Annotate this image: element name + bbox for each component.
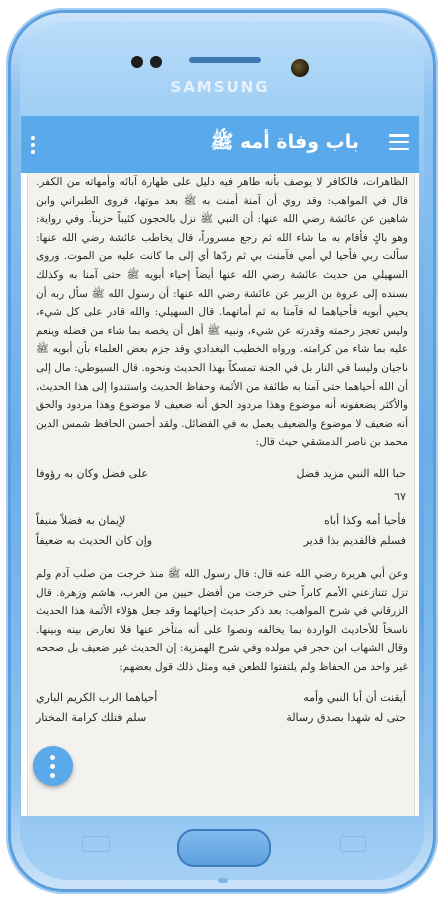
poem-block-3 <box>28 688 414 728</box>
menu-icon[interactable] <box>389 134 409 150</box>
bottom-speaker <box>218 878 228 883</box>
more-vert-icon[interactable] <box>31 136 37 156</box>
verse-hemistich: لإيمان به فضلاً منيفاً <box>36 513 126 527</box>
front-camera-icon <box>291 59 309 77</box>
verse-line <box>36 688 406 708</box>
recent-apps-key-icon[interactable] <box>340 836 366 852</box>
page-text-block-1 <box>28 173 414 452</box>
page-title: باب وفاة أمه ﷺ <box>210 131 359 153</box>
verse-hemistich: فأحيا أمه وكذا أباه <box>323 513 406 527</box>
hardware-nav-row <box>0 826 445 866</box>
verse-hemistich: أيقنت أن أبا النبي وأمه <box>303 691 406 705</box>
device-brand: SAMSUNG <box>170 78 270 96</box>
verse-hemistich: وإن كان الحديث به ضعيفاً <box>36 533 153 547</box>
verse-line <box>36 708 406 728</box>
verse-hemistich: أحياهما الرب الكريم الباري <box>36 691 158 705</box>
verse-hemistich: فسلم فالقديم بذا قدير <box>303 533 406 547</box>
page-number: ٦٧ <box>394 489 406 503</box>
home-button[interactable] <box>177 829 271 867</box>
paragraph: الظاهرات، فالكافر لا يوصف بأنه طاهر فيه دليل على طهارة آبائه وأمهاته من الكفر. قال في المواهب: وقد روي أن آمنة أمنت به ﷺ بعد موتها، فروى الطبراني وابن شاهين عن عائشة رضي الله عنها: أن النبي ﷺ نزل بالحجون كئيباً حزيناً. وفي رواية: وهو باكٍ فأقام به ما شاء الله ثم رجع مسروراً، قال يخاطب عائشة رضي الله عنها: سألت ربي فأحيا لي أمي فآمنت بي ثم ردّها أي إلى ما كانت عليه من الموت. وروى السهيلي من حديث عائشة رضي الله عنها أيضاً إحياء أبويه ﷺ حتى آمنا به وكذلك بسنده إلى عروة بن الزبير عن عائشة رضي الله عنها: أن رسول الله ﷺ سأل ربه أن يحيي أبويه فأحياهما له فآمنا به ثم أماتهما. قال السهيلي: والله قادر على كل شيء، وليس تعجز رحمته وقدرته عن شيء، ونبيه ﷺ أهل أن يخصه بما شاء من فضله وينعم عليه بما شاء من كرامته. ورواه الخطيب البغدادي وقد جزم بعض العلماء بأن أبويه ﷺ ناجيان وليسا في النار بل في الجنة تمسكاً بهذا الحديث ونحوه. قال السيوطي: مال إلى أن الله أحياهما حتى آمنا به طائفة من الأئمة وحفاظ الحديث واستندوا إلى هذا الحديث، والأكثر يضعفونه أنه موضوع وهذا مردود الحق أنه ضعيف لا موضوع وهذا مردود والحق أنه ضعيف لا موضوع والضعيف يعمل به في الفضائل. ولقد أحسن الحافظ شمس الدين محمد بن ناصر الدمشقي حيث قال: <box>36 176 408 449</box>
verse-hemistich: حتى له شهدا بصدق رسالة <box>286 711 406 725</box>
verse-line <box>36 511 406 531</box>
fab-dot <box>50 764 55 769</box>
verse-line <box>36 531 406 551</box>
verse-hemistich: حبا الله النبي مزيد فضل <box>296 466 406 480</box>
back-key-icon[interactable] <box>82 836 110 852</box>
app-bar <box>21 116 419 173</box>
poem-block-1 <box>28 464 414 484</box>
verse-hemistich: سلم فتلك كرامة المختار <box>36 711 147 725</box>
proximity-sensor <box>131 56 143 68</box>
poem-block-2 <box>28 511 414 551</box>
floating-options-button[interactable] <box>33 746 73 786</box>
book-page[interactable] <box>27 173 415 816</box>
verse-line <box>36 464 406 484</box>
verse-hemistich: على فضل وكان به رؤوفا <box>36 466 148 480</box>
fab-dot <box>50 773 55 778</box>
earpiece-speaker <box>189 57 261 63</box>
page-text-block-2 <box>28 565 414 677</box>
paragraph: وعن أبي هريرة رضي الله عنه قال: قال رسول الله ﷺ منذ خرجت من صلب آدم ولم تزل تتنازعني الأمم كابراً حتى خرجت من أفضل حيين من العرب، هاشم وزهرة. قال الزرقاني في شرح المواهب: بعد ذكر حديث إحيائهما وقد جعل هؤلاء الأئمة هذا الحديث ناسخاً للأحاديث الواردة بما يخالفه ونصوا على أنه متأخر عنها فلا تعارض بينه وبينها. وقال الشهاب ابن حجر في مولده وفي شرح الهمزية: إن الحديث غير ضعيف بل صححه غير واحد من الحفاظ ولم يلتفتوا للطعن فيه ومثل ذلك قول بعضهم: <box>36 567 408 673</box>
fab-dot <box>50 755 55 760</box>
light-sensor <box>150 56 162 68</box>
app-screen <box>21 116 419 816</box>
